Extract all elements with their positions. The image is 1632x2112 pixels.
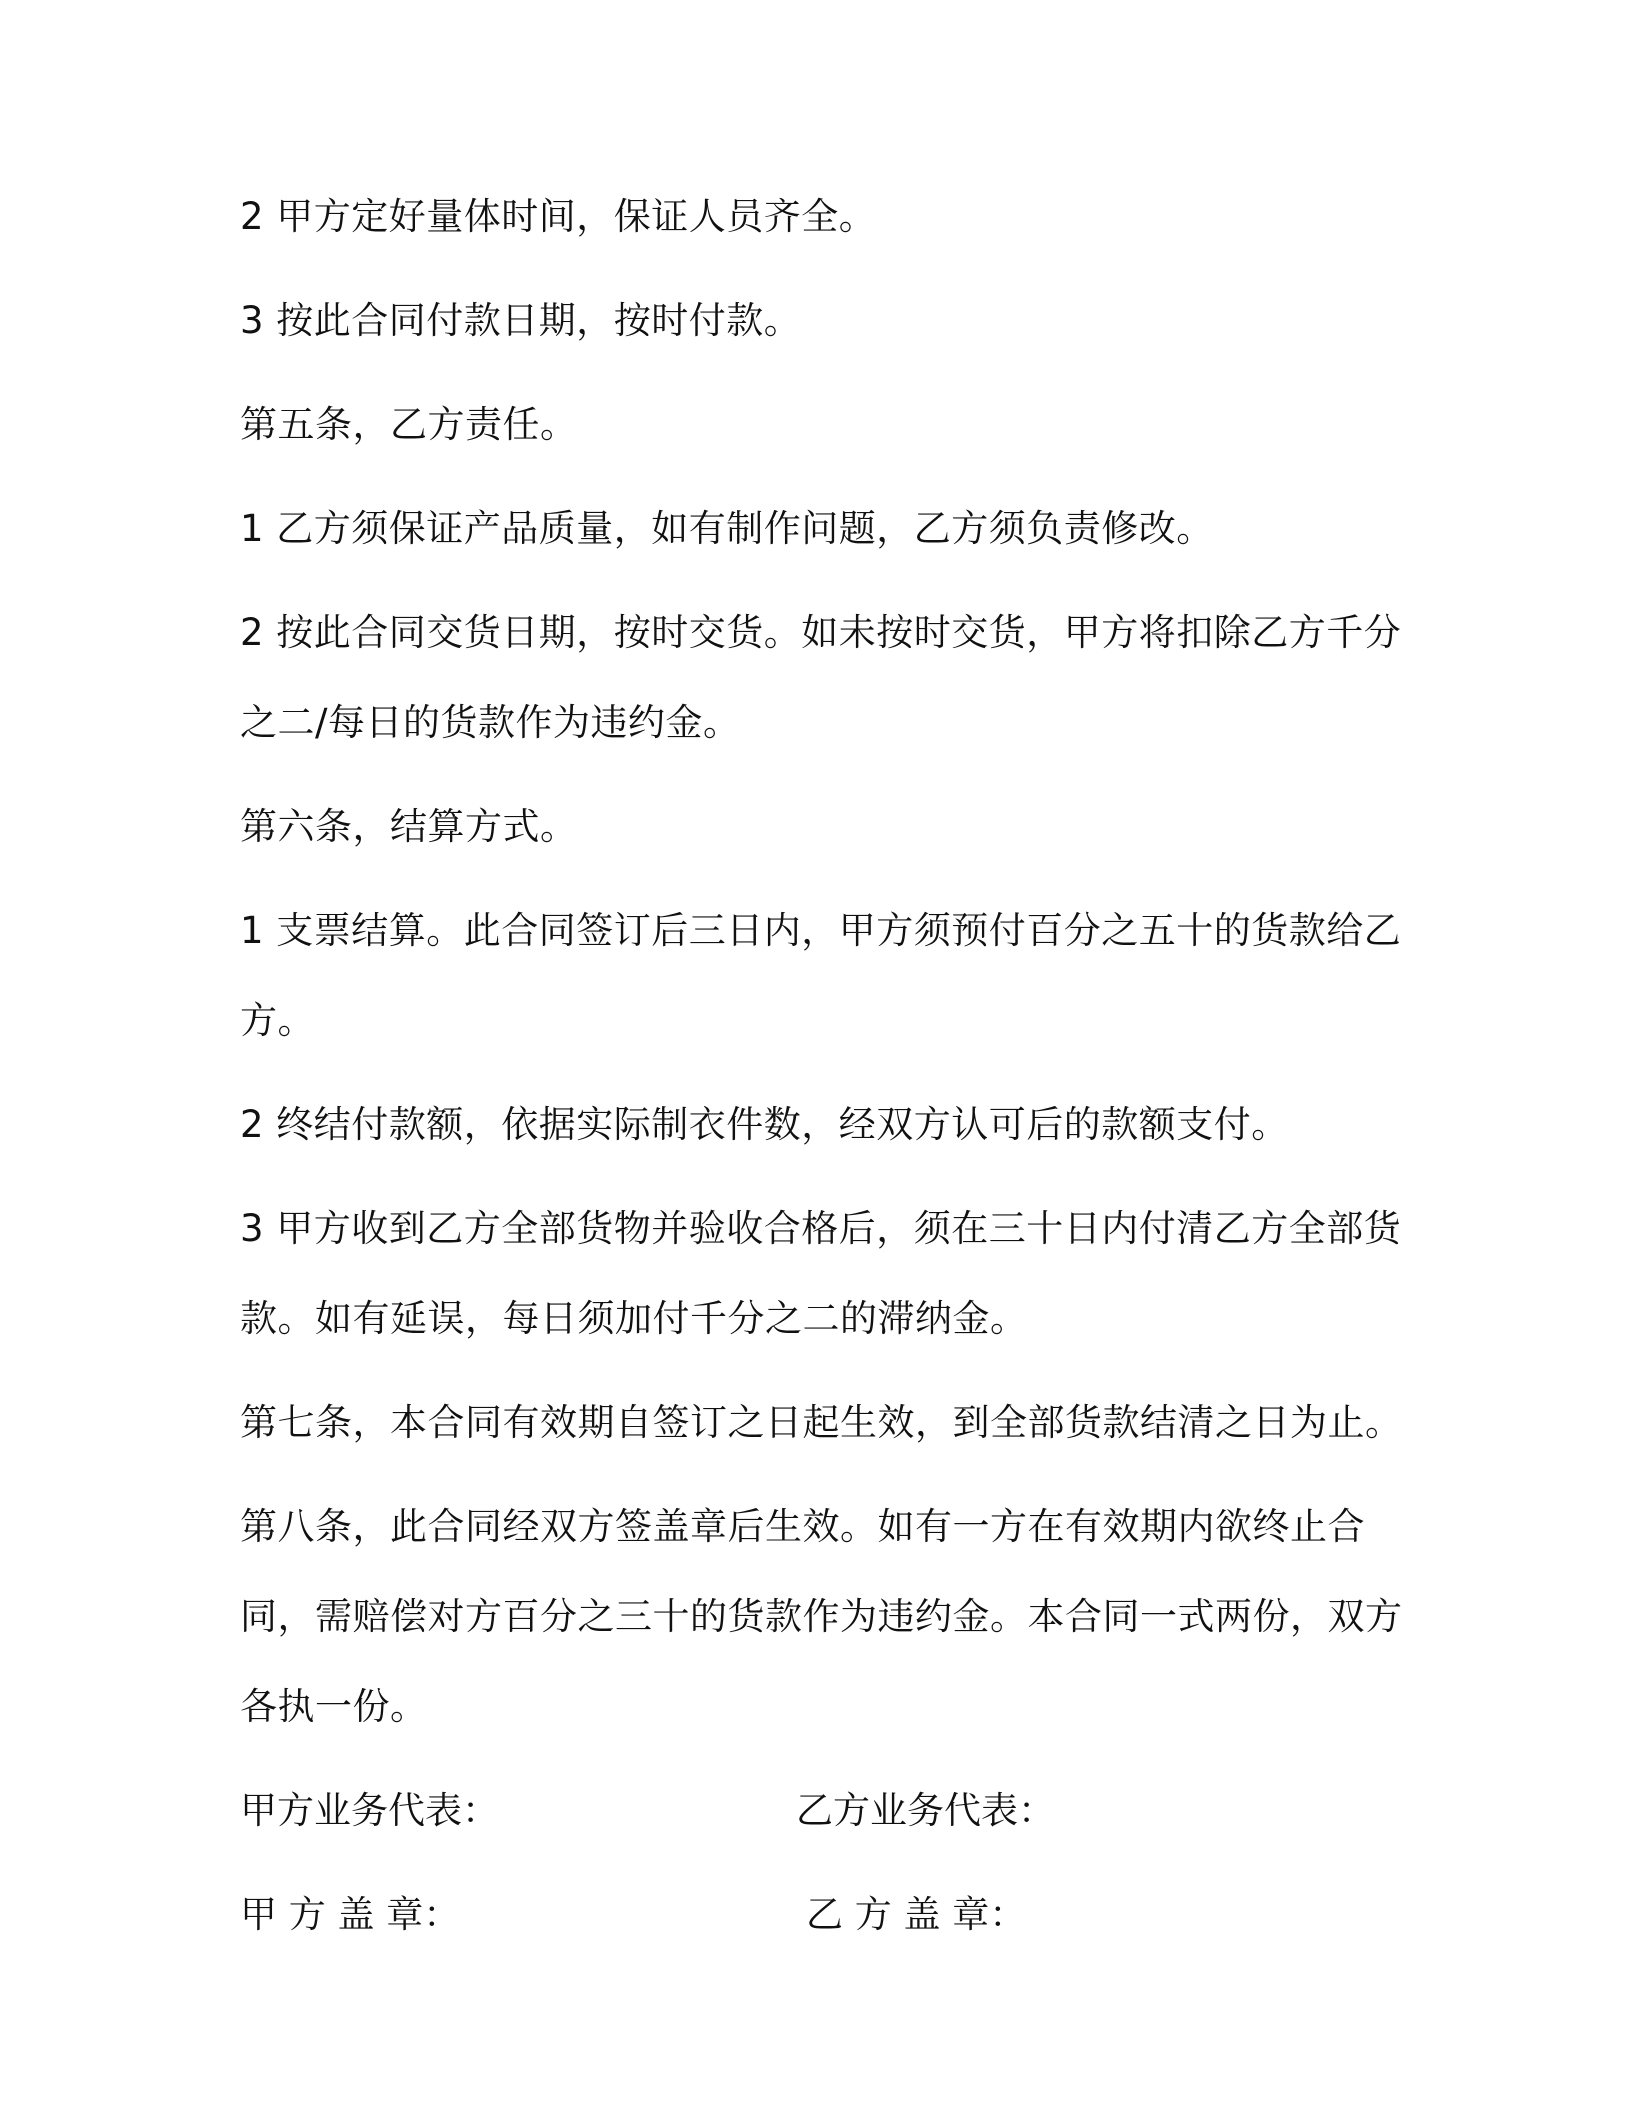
- party-b-seal-label: 乙 方 盖 章：: [806, 1893, 1027, 1936]
- seal-row: [240, 1870, 1410, 1960]
- clause-6-item-1: 1 支票结算。此合同签订后三日内，甲方须预付百分之五十的货款给乙方。: [240, 909, 1402, 1042]
- representative-row: [240, 1766, 1410, 1856]
- party-b-representative-label: 乙方业务代表：: [796, 1789, 1055, 1832]
- party-a-seal-label: 甲 方 盖 章：: [240, 1893, 461, 1936]
- clause-7: 第七条，本合同有效期自签订之日起生效，到全部货款结清之日为止。: [240, 1401, 1403, 1444]
- clause-6-item-2: 2 终结付款额，依据实际制衣件数，经双方认可后的款额支付。: [240, 1103, 1289, 1146]
- contract-body: [240, 172, 1410, 1974]
- clause-5-heading: 第五条，乙方责任。: [240, 403, 578, 446]
- clause-5-item-1: 1 乙方须保证产品质量，如有制作问题，乙方须负责修改。: [240, 507, 1214, 550]
- clause-5-item-2: 2 按此合同交货日期，按时交货。如未按时交货，甲方将扣除乙方千分之二/每日的货款作为违约金。: [240, 611, 1402, 744]
- clause-4-item-3: 3 按此合同付款日期，按时付款。: [240, 299, 802, 342]
- clause-4-item-2: 2 甲方定好量体时间，保证人员齐全。: [240, 195, 877, 238]
- clause-6-item-3: 3 甲方收到乙方全部货物并验收合格后，须在三十日内付清乙方全部货款。如有延误，每日须加付千分之二的滞纳金。: [240, 1207, 1402, 1340]
- party-a-representative-label: 甲方业务代表：: [240, 1789, 499, 1832]
- clause-6-heading: 第六条，结算方式。: [240, 805, 578, 848]
- clause-8: 第八条，此合同经双方签盖章后生效。如有一方在有效期内欲终止合同，需赔偿对方百分之三十的货款作为违约金。本合同一式两份，双方各执一份。: [240, 1505, 1403, 1728]
